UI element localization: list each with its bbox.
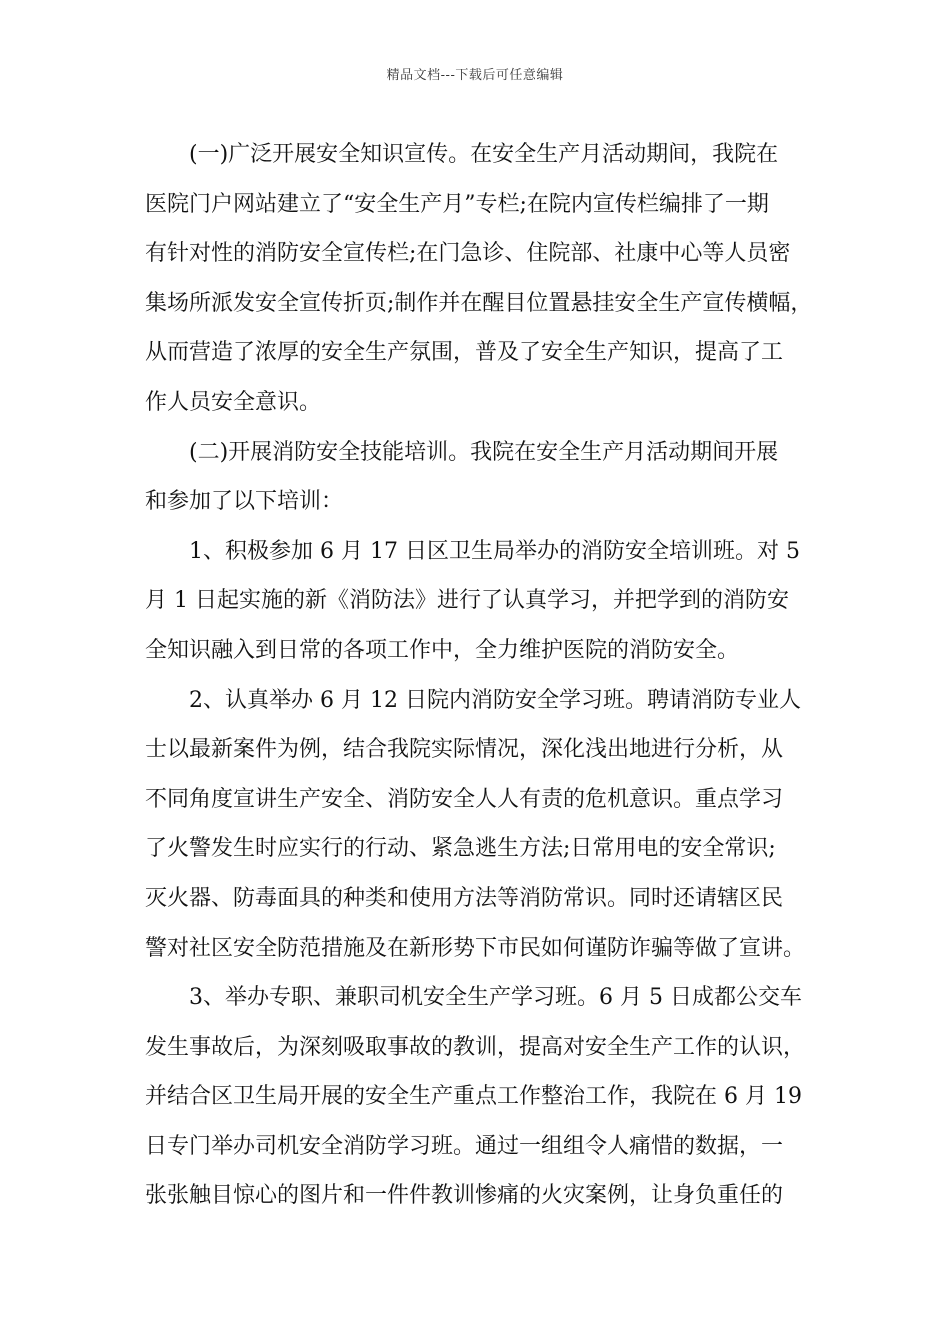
paragraph-line: 月 1 日起实施的新《消防法》进行了认真学习，并把学到的消防安: [145, 588, 789, 614]
paragraph-line: 和参加了以下培训：: [145, 489, 344, 515]
document-body: [145, 130, 813, 1221]
paragraph-line: 有针对性的消防安全宣传栏;在门急诊、住院部、社康中心等人员密: [145, 241, 791, 267]
paragraph-line: 作人员安全意识。: [145, 389, 322, 415]
paragraph-line: 了火警发生时应实行的行动、紧急逃生方法;日常用电的安全常识;: [145, 836, 776, 862]
paragraph-first-line: 1、积极参加 6 月 17 日区卫生局举办的消防安全培训班。对 5: [189, 538, 800, 564]
paragraph-line: 从而营造了浓厚的安全生产氛围，普及了安全生产知识，提高了工: [145, 340, 784, 366]
paragraph-line: 士以最新案件为例，结合我院实际情况，深化浅出地进行分析，从: [145, 737, 784, 763]
paragraph-line: 警对社区安全防范措施及在新形势下市民如何谨防诈骗等做了宣讲。: [145, 935, 806, 961]
paragraph-first-line: 2、认真举办 6 月 12 日院内消防安全学习班。聘请消防专业人: [189, 687, 801, 713]
paragraph-first-line: (一)广泛开展安全知识宣传。在安全生产月活动期间，我院在: [189, 142, 779, 167]
paragraph-line: 不同角度宣讲生产安全、消防安全人人有责的危机意识。重点学习: [145, 786, 784, 812]
page-header: 精品文档---下载后可任意编辑: [386, 68, 564, 83]
paragraph-line: 日专门举办司机安全消防学习班。通过一组组令人痛惜的数据，一: [145, 1133, 784, 1159]
paragraph-line: 灭火器、防毒面具的种类和使用方法等消防常识。同时还请辖区民: [145, 885, 784, 911]
paragraph-line: 医院门户网站建立了“安全生产月”专栏;在院内宣传栏编排了一期: [145, 191, 769, 217]
paragraph-line: 集场所派发安全宣传折页;制作并在醒目位置悬挂安全生产宣传横幅，: [145, 290, 813, 316]
paragraph-line: 并结合区卫生局开展的安全生产重点工作整治工作，我院在 6 月 19: [145, 1084, 802, 1110]
paragraph-line: 全知识融入到日常的各项工作中，全力维护医院的消防安全。: [145, 637, 740, 663]
paragraph-first-line: 3、举办专职、兼职司机安全生产学习班。6 月 5 日成都公交车: [189, 985, 802, 1011]
paragraph-line: 发生事故后，为深刻吸取事故的教训，提高对安全生产工作的认识，: [145, 1034, 806, 1060]
paragraph-first-line: (二)开展消防安全技能培训。我院在安全生产月活动期间开展: [189, 439, 779, 465]
paragraph-line: 张张触目惊心的图片和一件件教训惨痛的火灾案例，让身负重任的: [145, 1183, 784, 1209]
